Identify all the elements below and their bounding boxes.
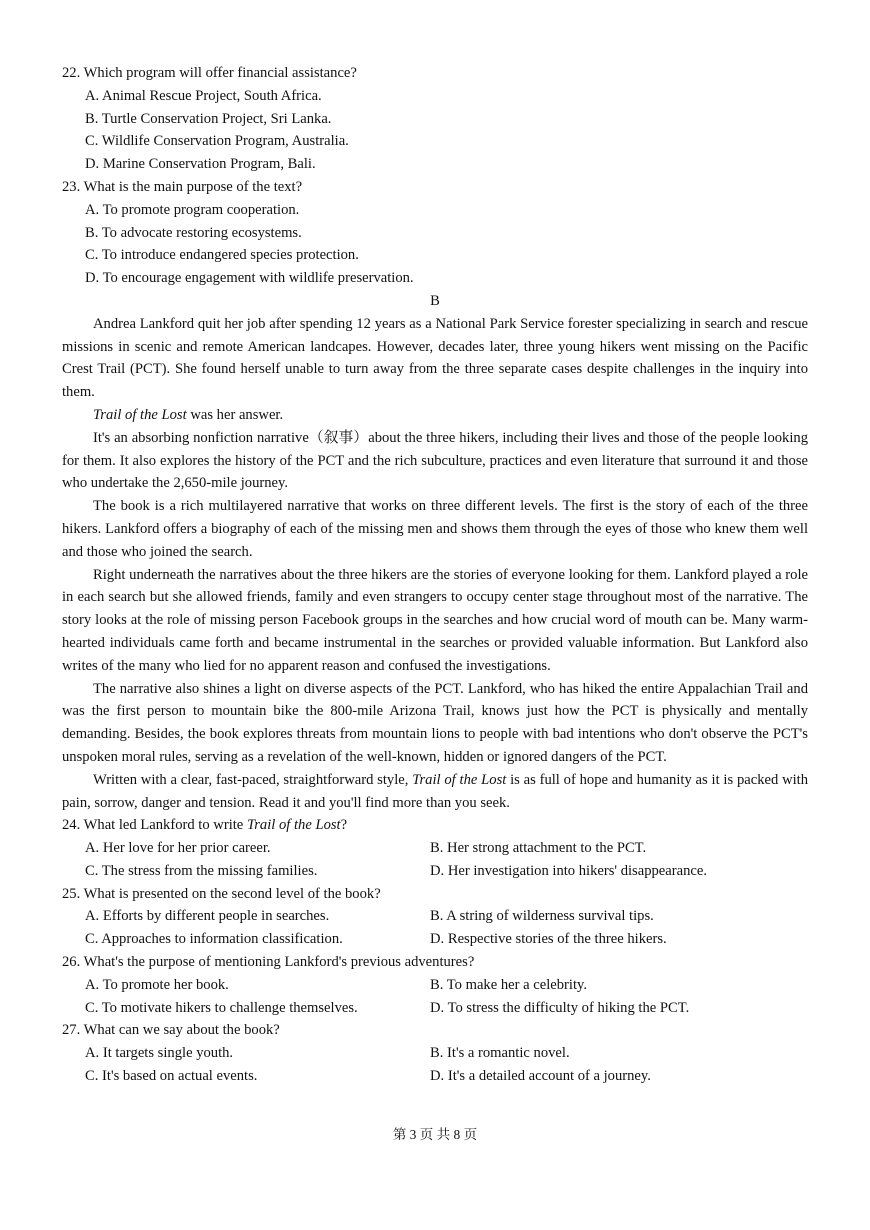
- question-22-option-b: B. Turtle Conservation Project, Sri Lanka.: [85, 110, 332, 127]
- passage-paragraph-7-text-a: Written with a clear, fast-paced, straightforward style,: [93, 771, 413, 788]
- book-title: Trail of the Lost: [246, 817, 341, 834]
- question-24-options-row-2: [62, 860, 808, 883]
- question-25-stem: 25. What is presented on the second level of the book?: [62, 885, 381, 902]
- passage-paragraph-2-text: was her answer.: [186, 406, 284, 423]
- passage-paragraph-1: Andrea Lankford quit her job after spending 12 years as a National Park Service forester specializing in search and rescue missions in scenic and remote American landcapes. However, decades later, three young hikers went missing on the Pacific Crest Trail (PCT). She found herself unable to turn away from the three separate cases despite challenges in the inquiry into them.: [62, 315, 808, 401]
- question-24-stem-end: ?: [340, 817, 348, 834]
- question-25-options-row-2: [62, 928, 808, 951]
- question-25-option-d: D. Respective stories of the three hikers.: [430, 931, 667, 948]
- passage-paragraph-7-text-b: is as full of hope and humanity as it is packed with pain, sorrow, danger and tension. Read it and you'll find more than you seek.: [62, 771, 809, 811]
- question-22-option-a: A. Animal Rescue Project, South Africa.: [85, 87, 322, 104]
- question-26-options-row-2: [62, 997, 808, 1020]
- question-25-option-b: B. A string of wilderness survival tips.: [430, 908, 654, 925]
- question-26-options-row-1: [62, 974, 808, 997]
- passage-paragraph-5: Right underneath the narratives about the three hikers are the stories of everyone looking for them. Lankford played a role in each search but she allowed friends, family and even strangers to occupy center stage throughout most of the narrative. The story looks at the role of missing person Facebook groups in the searches and how crucial word of mouth can be. Many warm-hearted individuals came forth and became instrumental in the searches or provided valuable information. But Lankford also writes of the many who lied for no apparent reason and confused the investigations.: [62, 566, 808, 674]
- question-27-option-d: D. It's a detailed account of a journey.: [430, 1068, 651, 1085]
- question-23-option-c: C. To introduce endangered species protection.: [85, 247, 359, 264]
- passage-paragraph-2: [62, 404, 808, 427]
- question-27-options-row-2: [62, 1065, 808, 1088]
- question-24-stem-text: 24. What led Lankford to write: [62, 817, 247, 834]
- question-26-option-b: B. To make her a celebrity.: [430, 976, 588, 993]
- question-22-option-c: C. Wildlife Conservation Program, Australia.: [85, 133, 349, 150]
- question-27-option-c: C. It's based on actual events.: [85, 1068, 258, 1085]
- question-27-option-a: A. It targets single youth.: [85, 1045, 234, 1062]
- question-24-option-c: C. The stress from the missing families.: [85, 862, 318, 879]
- question-23-option-a: A. To promote program cooperation.: [85, 201, 300, 218]
- passage-paragraph-3: It's an absorbing nonfiction narrative（叙事）about the three hikers, including their lives and those of the people looking for them. It also explores the history of the PCT and the rich subculture, practices and even literature that surround it and those who undertake the 2,650-mile journey.: [62, 429, 808, 492]
- question-25-options-row-1: [62, 905, 808, 928]
- section-label: B: [430, 292, 440, 309]
- question-23-option-d: D. To encourage engagement with wildlife preservation.: [85, 270, 414, 287]
- question-27-options-row-1: [62, 1042, 808, 1065]
- question-22-option-d: D. Marine Conservation Program, Bali.: [85, 156, 316, 173]
- question-27-stem: 27. What can we say about the book?: [62, 1022, 280, 1039]
- passage-paragraph-4: The book is a rich multilayered narrative that works on three different levels. The first is the story of each of the three hikers. Lankford offers a biography of each of the missing men and shows them through the eyes of those who knew them well and those who joined the search.: [62, 498, 808, 560]
- question-25-option-c: C. Approaches to information classification.: [85, 931, 343, 948]
- passage-paragraph-7: [62, 769, 808, 815]
- question-23-stem: 23. What is the main purpose of the text?: [62, 178, 303, 195]
- book-title: Trail of the Lost: [93, 406, 187, 423]
- book-title: Trail of the Lost: [412, 771, 507, 788]
- question-24-option-b: B. Her strong attachment to the PCT.: [430, 840, 647, 857]
- question-24-option-d: D. Her investigation into hikers' disappearance.: [430, 862, 707, 879]
- passage-paragraph-6: The narrative also shines a light on diverse aspects of the PCT. Lankford, who has hiked the entire Appalachian Trail and was the first person to mountain bike the 800-mile Arizona Trail, knows just how the PCT is physically and mentally demanding. Besides, the book explores threats from mountain lions to people with bad intentions who don't observe the PCT's unspoken moral rules, serving as a revelation of the well-known, hidden or ignored dangers of the PCT.: [62, 680, 808, 765]
- question-27-option-b: B. It's a romantic novel.: [430, 1045, 570, 1062]
- question-25-option-a: A. Efforts by different people in searches.: [85, 908, 330, 925]
- question-23-option-b: B. To advocate restoring ecosystems.: [85, 224, 302, 241]
- question-24-options-row-1: [62, 837, 808, 860]
- page-footer: 第 3 页 共 8 页: [392, 1127, 478, 1142]
- question-26-option-d: D. To stress the difficulty of hiking the PCT.: [430, 999, 690, 1016]
- question-26-option-a: A. To promote her book.: [85, 976, 229, 993]
- question-24-option-a: A. Her love for her prior career.: [85, 840, 271, 857]
- question-26-option-c: C. To motivate hikers to challenge themselves.: [85, 999, 358, 1016]
- question-22-stem: 22. Which program will offer financial assistance?: [62, 65, 357, 81]
- exam-page: [62, 62, 808, 1088]
- question-24-stem: [62, 814, 808, 837]
- question-26-stem: 26. What's the purpose of mentioning Lankford's previous adventures?: [62, 954, 475, 971]
